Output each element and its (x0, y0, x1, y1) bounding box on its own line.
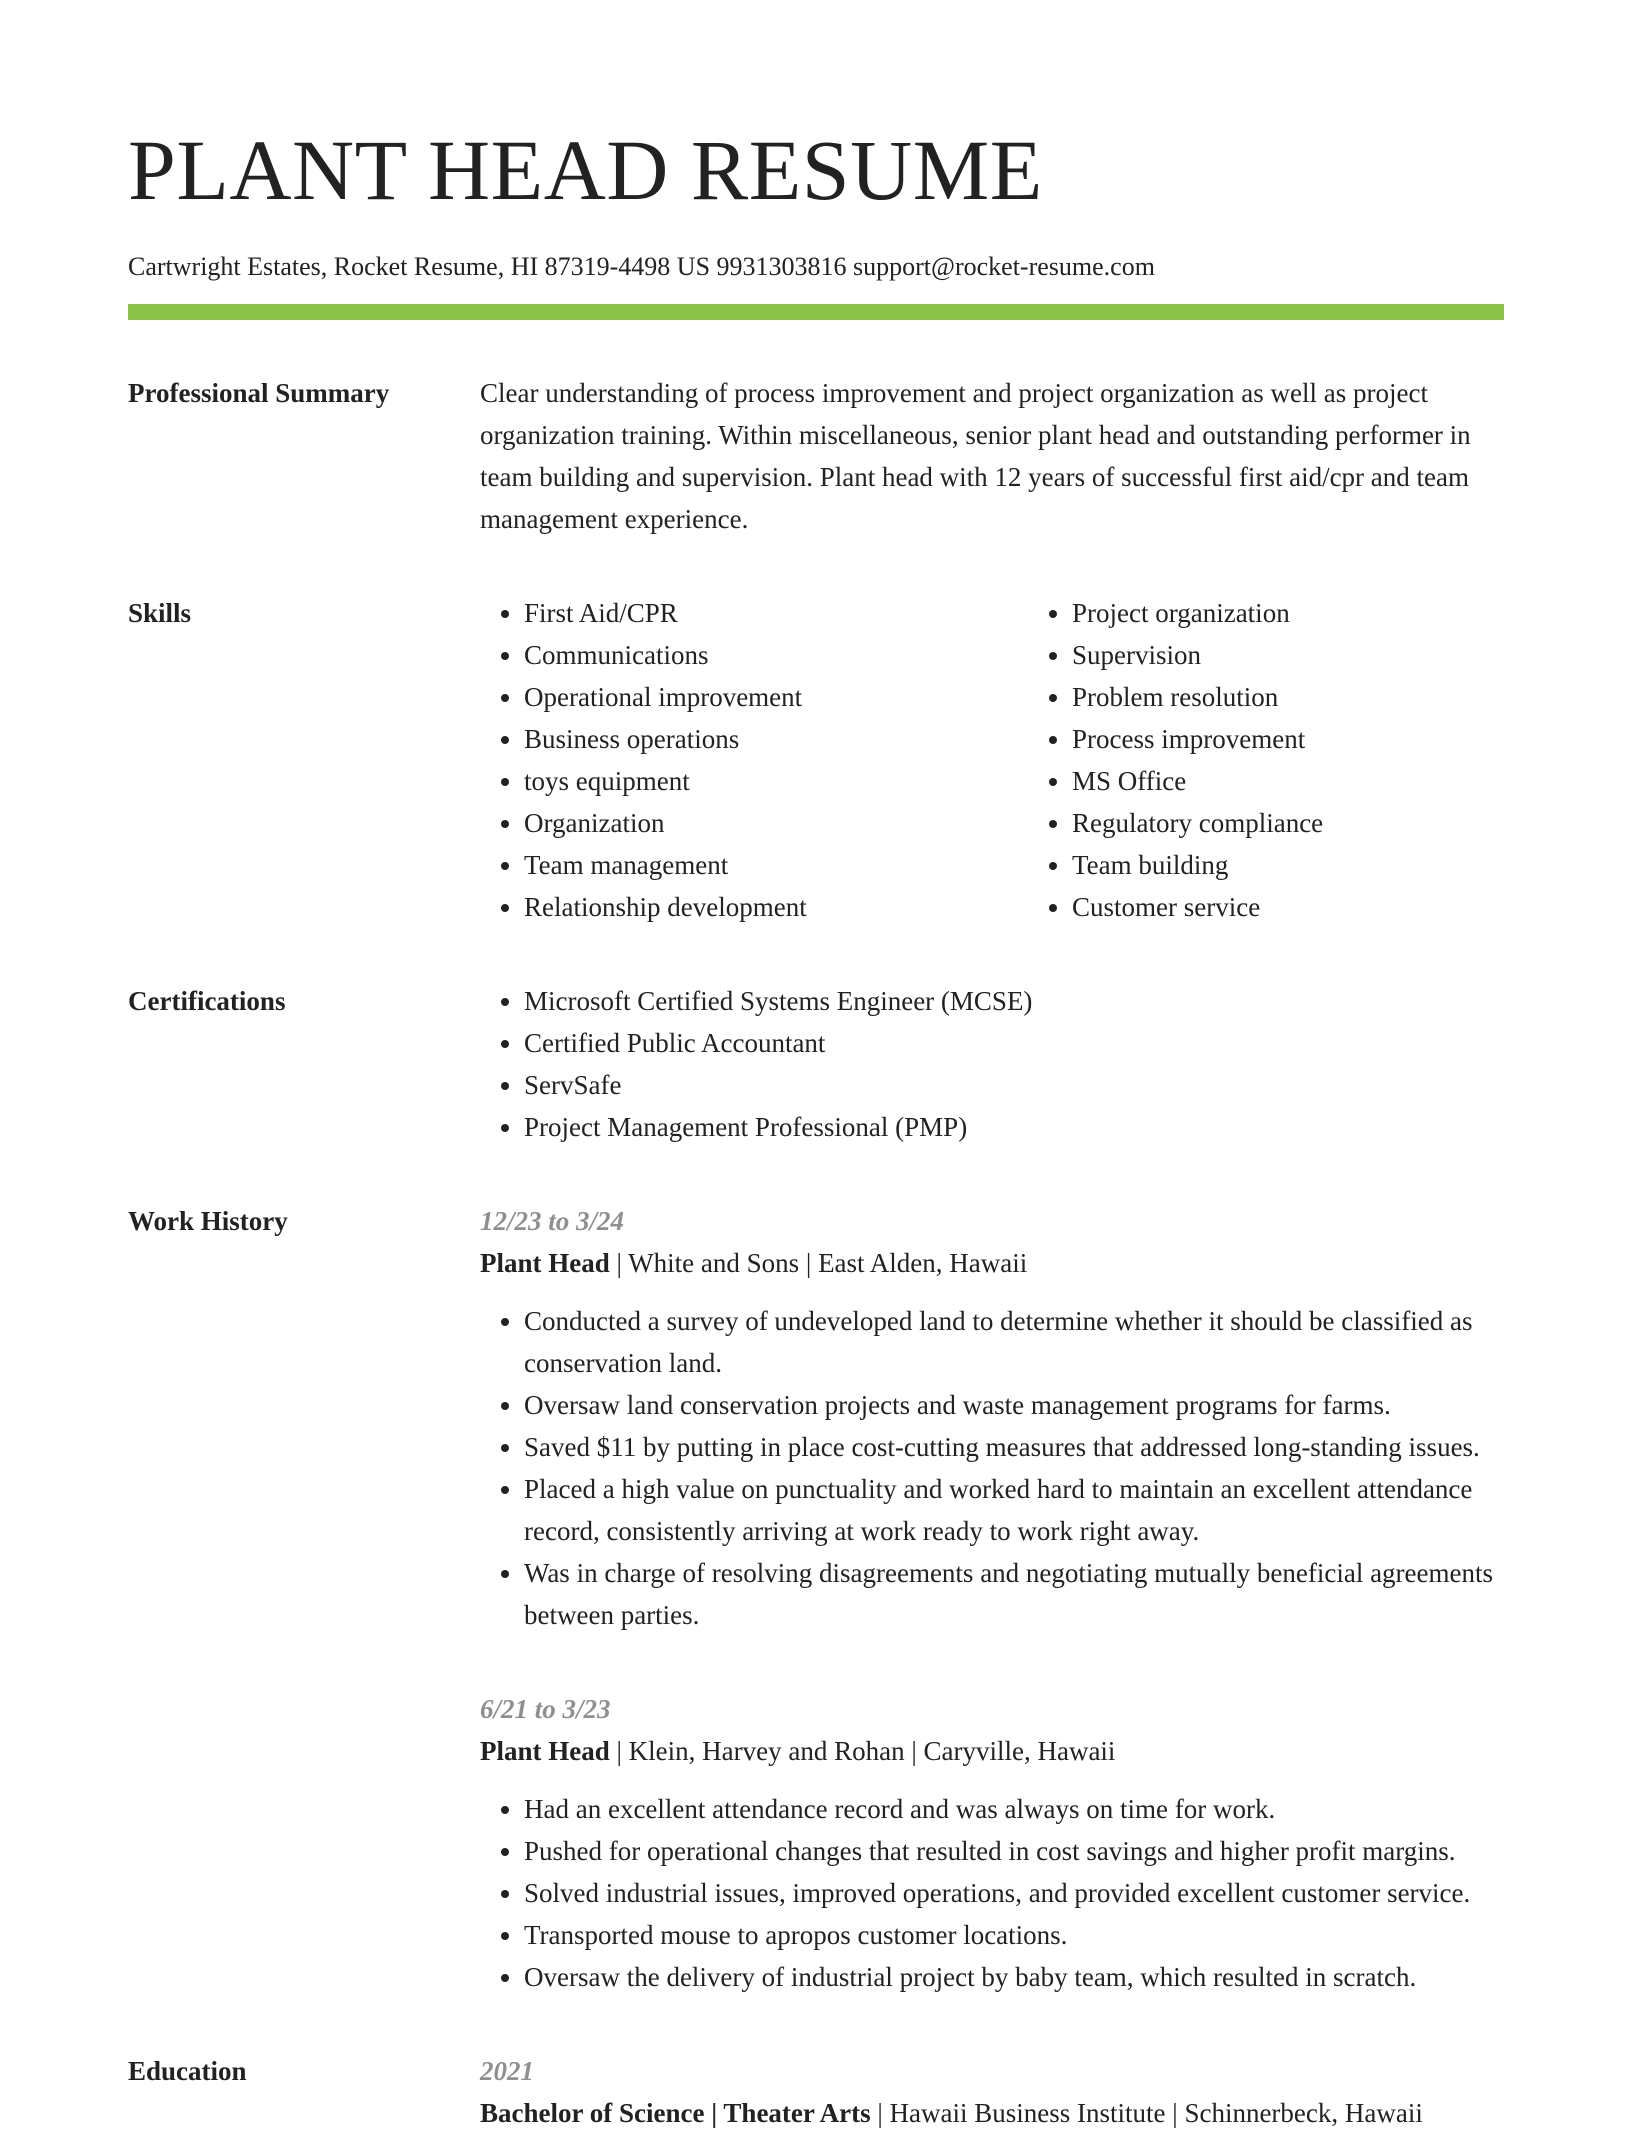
education-field: Theater Arts (723, 2098, 871, 2128)
job-bullet: • Solved industrial issues, improved operations, and provided excellent customer service. (524, 1872, 1504, 1914)
job-employer-location: | Klein, Harvey and Rohan | Caryville, Hawaii (609, 1736, 1116, 1766)
job-bullet-list (480, 1300, 1504, 1636)
job-bullet: • Conducted a survey of undeveloped land to determine whether it should be classified as conservation land. (524, 1300, 1504, 1384)
job-entry (480, 1200, 1504, 1636)
job-bullet: • Transported mouse to apropos customer locations. (524, 1914, 1504, 1956)
contact-line: Cartwright Estates, Rocket Resume, HI 87319-4498 US 9931303816 support@rocket-resume.com (128, 252, 1155, 281)
resume-title: PLANT HEAD RESUME (128, 122, 1043, 218)
job-bullet: • Had an excellent attendance record and was always on time for work. (524, 1788, 1504, 1830)
skill-item: • Team building (1072, 844, 1576, 886)
job-dates: 12/23 to 3/24 (480, 1206, 625, 1236)
skill-item: • Team management (524, 844, 1028, 886)
skill-item: • Operational improvement (524, 676, 1028, 718)
job-title: Plant Head (480, 1736, 610, 1766)
job-bullet: • Pushed for operational changes that resulted in cost savings and higher profit margins. (524, 1830, 1504, 1872)
skill-item: • Regulatory compliance (1072, 802, 1576, 844)
section-label-education: Education (128, 2056, 247, 2086)
skill-item: • First Aid/CPR (524, 592, 1028, 634)
education-school-location: | Hawaii Business Institute | Schinnerbeck, Hawaii (870, 2098, 1423, 2128)
accent-divider (128, 304, 1504, 320)
skill-item: • Problem resolution (1072, 676, 1576, 718)
job-bullet: • Was in charge of resolving disagreements and negotiating mutually beneficial agreements between parties. (524, 1552, 1504, 1636)
education-heading: Bachelor of Science | Theater Arts | Hawaii Business Institute | Schinnerbeck, Hawaii (480, 2098, 1423, 2128)
education-degree: Bachelor of Science (480, 2098, 705, 2128)
certification-item: • Microsoft Certified Systems Engineer (MCSE) (524, 980, 1504, 1022)
summary-section (128, 372, 1504, 540)
certification-item: • Project Management Professional (PMP) (524, 1106, 1504, 1148)
certification-item: • Certified Public Accountant (524, 1022, 1504, 1064)
skill-item: • Organization (524, 802, 1028, 844)
job-employer-location: | White and Sons | East Alden, Hawaii (609, 1248, 1028, 1278)
education-body (480, 2050, 1504, 2134)
work-history-section (128, 1200, 1504, 1998)
skill-item: • Business operations (524, 718, 1028, 760)
section-label-work-history: Work History (128, 1206, 288, 1236)
job-bullet: • Placed a high value on punctuality and worked hard to maintain an excellent attendance record, consistently arriving at work ready to work right away. (524, 1468, 1504, 1552)
job-bullet: • Oversaw land conservation projects and waste management programs for farms. (524, 1384, 1504, 1426)
education-year: 2021 (480, 2056, 534, 2086)
skills-columns (480, 592, 1576, 928)
section-label-certifications: Certifications (128, 986, 286, 1016)
certifications-body (480, 980, 1504, 1148)
job-bullet: • Oversaw the delivery of industrial project by baby team, which resulted in scratch. (524, 1956, 1504, 1998)
skill-item: • Project organization (1072, 592, 1576, 634)
skill-item: • Process improvement (1072, 718, 1576, 760)
skills-list-left (480, 592, 1028, 928)
skill-item: • toys equipment (524, 760, 1028, 802)
job-entry (480, 1688, 1504, 1998)
job-heading (480, 1242, 1504, 1284)
skill-item: • Relationship development (524, 886, 1028, 928)
skill-item: • Customer service (1072, 886, 1576, 928)
skill-item: • Supervision (1072, 634, 1576, 676)
job-title: Plant Head (480, 1248, 610, 1278)
certifications-list (480, 980, 1504, 1148)
skill-item: • Communications (524, 634, 1028, 676)
certification-item: • ServSafe (524, 1064, 1504, 1106)
skills-list-right (1028, 592, 1576, 928)
job-heading (480, 1730, 1504, 1772)
skill-item: • MS Office (1072, 760, 1576, 802)
certifications-section (128, 980, 1504, 1148)
education-section (128, 2050, 1504, 2134)
skills-section (128, 592, 1504, 928)
resume-page (128, 0, 1504, 2134)
job-bullet: • Saved $11 by putting in place cost-cutting measures that addressed long-standing issues. (524, 1426, 1504, 1468)
summary-text: Clear understanding of process improvement and project organization as well as project organization training. Within miscellaneous, senior plant head and outstanding performer in team building and supervision. Plant head with 12 years of successful first aid/cpr and team management experience. (480, 378, 1471, 534)
job-dates: 6/21 to 3/23 (480, 1694, 611, 1724)
job-bullet-list (480, 1788, 1504, 1998)
section-label-summary: Professional Summary (128, 378, 390, 408)
section-label-skills: Skills (128, 598, 192, 628)
work-history-body (480, 1200, 1504, 1998)
